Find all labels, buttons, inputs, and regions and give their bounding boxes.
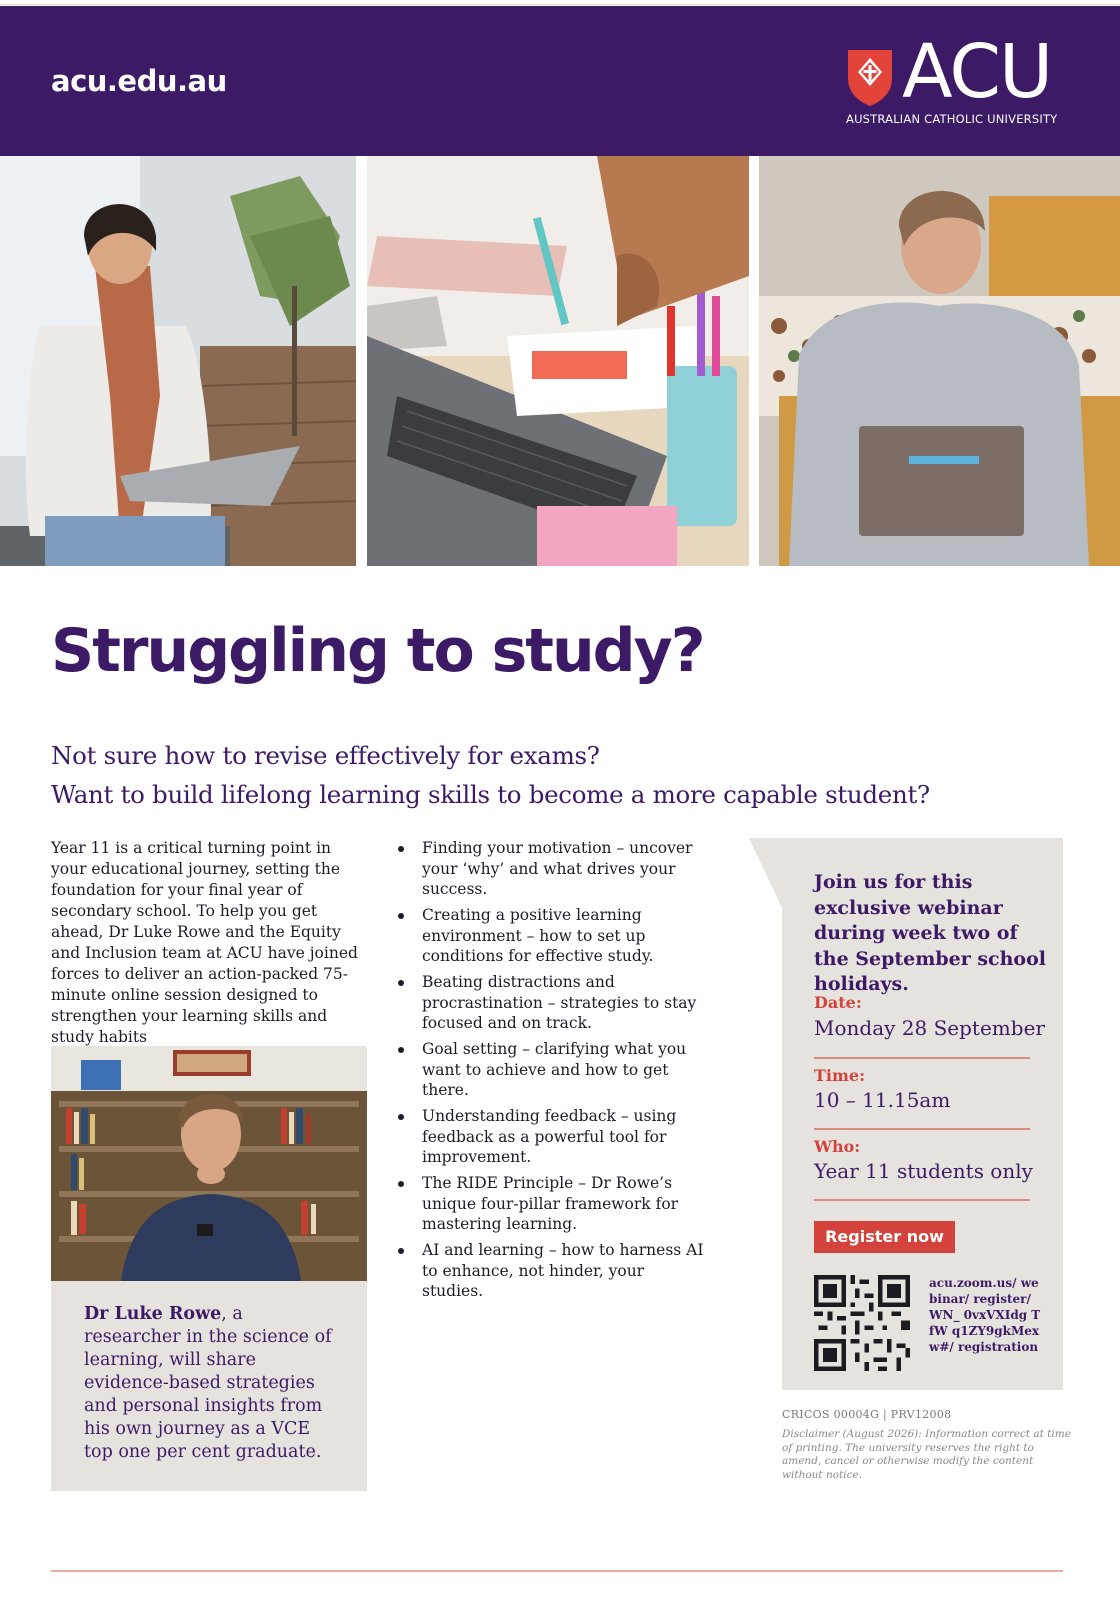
bullet-icon [398,1181,404,1187]
list-item [398,1039,708,1101]
date-value: Monday 28 September [814,1016,1045,1040]
who-label: Who: [814,1137,861,1156]
list-item [398,1240,708,1302]
list-item-text: Understanding feedback – using feedback as a powerful tool for improvement. [422,1107,677,1166]
who-value: Year 11 students only [814,1159,1033,1183]
logo-wordmark: ACU [902,29,1052,115]
divider [814,1199,1030,1201]
cricos-code: CRICOS 00004G | PRV12008 [782,1408,952,1421]
register-now-button[interactable]: Register now [814,1221,955,1253]
topics-list [398,838,708,1307]
list-item-text: Creating a positive learning environment – how to set up conditions for effective study. [422,906,654,965]
presenter-bio-panel [51,1281,367,1491]
subheading: Not sure how to revise effectively for exams? [51,741,600,770]
subheading: Want to build lifelong learning skills to become a more capable student? [51,780,930,809]
bullet-icon [398,913,404,919]
bullet-icon [398,980,404,986]
shield-icon [846,48,894,108]
date-label: Date: [814,993,862,1012]
presenter-bio [84,1303,344,1464]
list-item-text: AI and learning – how to harness AI to enhance, not hinder, your studies. [422,1241,704,1300]
presenter-name: Dr Luke Rowe [84,1304,222,1324]
presenter-portrait [51,1046,367,1281]
student-studying-photo [759,156,1120,566]
bullet-icon [398,1114,404,1120]
time-label: Time: [814,1066,865,1085]
bullet-icon [398,1047,404,1053]
site-url[interactable]: acu.edu.au [51,64,227,98]
list-item-text: Finding your motivation – uncover your ‘why’ and what drives your success. [422,839,693,898]
list-item-text: Goal setting – clarifying what you want to achieve and how to get there. [422,1040,687,1099]
divider [814,1057,1030,1059]
bullet-icon [398,1248,404,1254]
intro-paragraph: Year 11 is a critical turning point in your educational journey, setting the foundation for your final year of secondary school. To help you get ahead, Dr Luke Rowe and the Equity and Inclusion team at ACU have joined forces to deliver an action-packed 75-minute online session designed to strengthen your learning skills and study habits [51,839,358,1046]
presenter-bio-text: , a researcher in the science of learning, will share evidence-based strategies and personal insights from his own journey as a VCE top one per cent graduate. [84,1304,332,1462]
list-item-text: The RIDE Principle – Dr Rowe’s unique four-pillar framework for mastering learning. [422,1174,679,1233]
acu-logo[interactable] [846,29,1076,130]
logo-subtitle: AUSTRALIAN CATHOLIC UNIVERSITY [846,112,1058,126]
event-invitation: Join us for this exclusive webinar during week two of the September school holidays. [814,871,1046,995]
list-item [398,1173,708,1235]
list-item-text: Beating distractions and procrastination – strategies to stay focused and on track. [422,973,697,1032]
header-banner [0,6,1120,156]
top-rule [0,0,1120,5]
registration-link[interactable]: acu.zoom.us/ webinar/ register/WN_ 0vxVXIdg TfW q1ZY9gkMexw#/ registration [929,1276,1041,1354]
student-with-laptop-photo [0,156,356,566]
qr-code-icon[interactable] [814,1275,910,1371]
list-item [398,1106,708,1168]
page-title: Struggling to study? [51,616,704,686]
divider [814,1128,1030,1130]
event-details-card [749,838,1063,1390]
bullet-icon [398,846,404,852]
time-value: 10 – 11.15am [814,1088,951,1112]
list-item [398,972,708,1034]
laptop-and-notebook-photo [367,156,749,566]
list-item [398,905,708,967]
footer-divider [51,1570,1063,1572]
disclaimer: Disclaimer (August 2026): Information correct at time of printing. The university reserves the right to amend, cancel or otherwise modify the content without notice. [782,1428,1071,1481]
list-item [398,838,708,900]
